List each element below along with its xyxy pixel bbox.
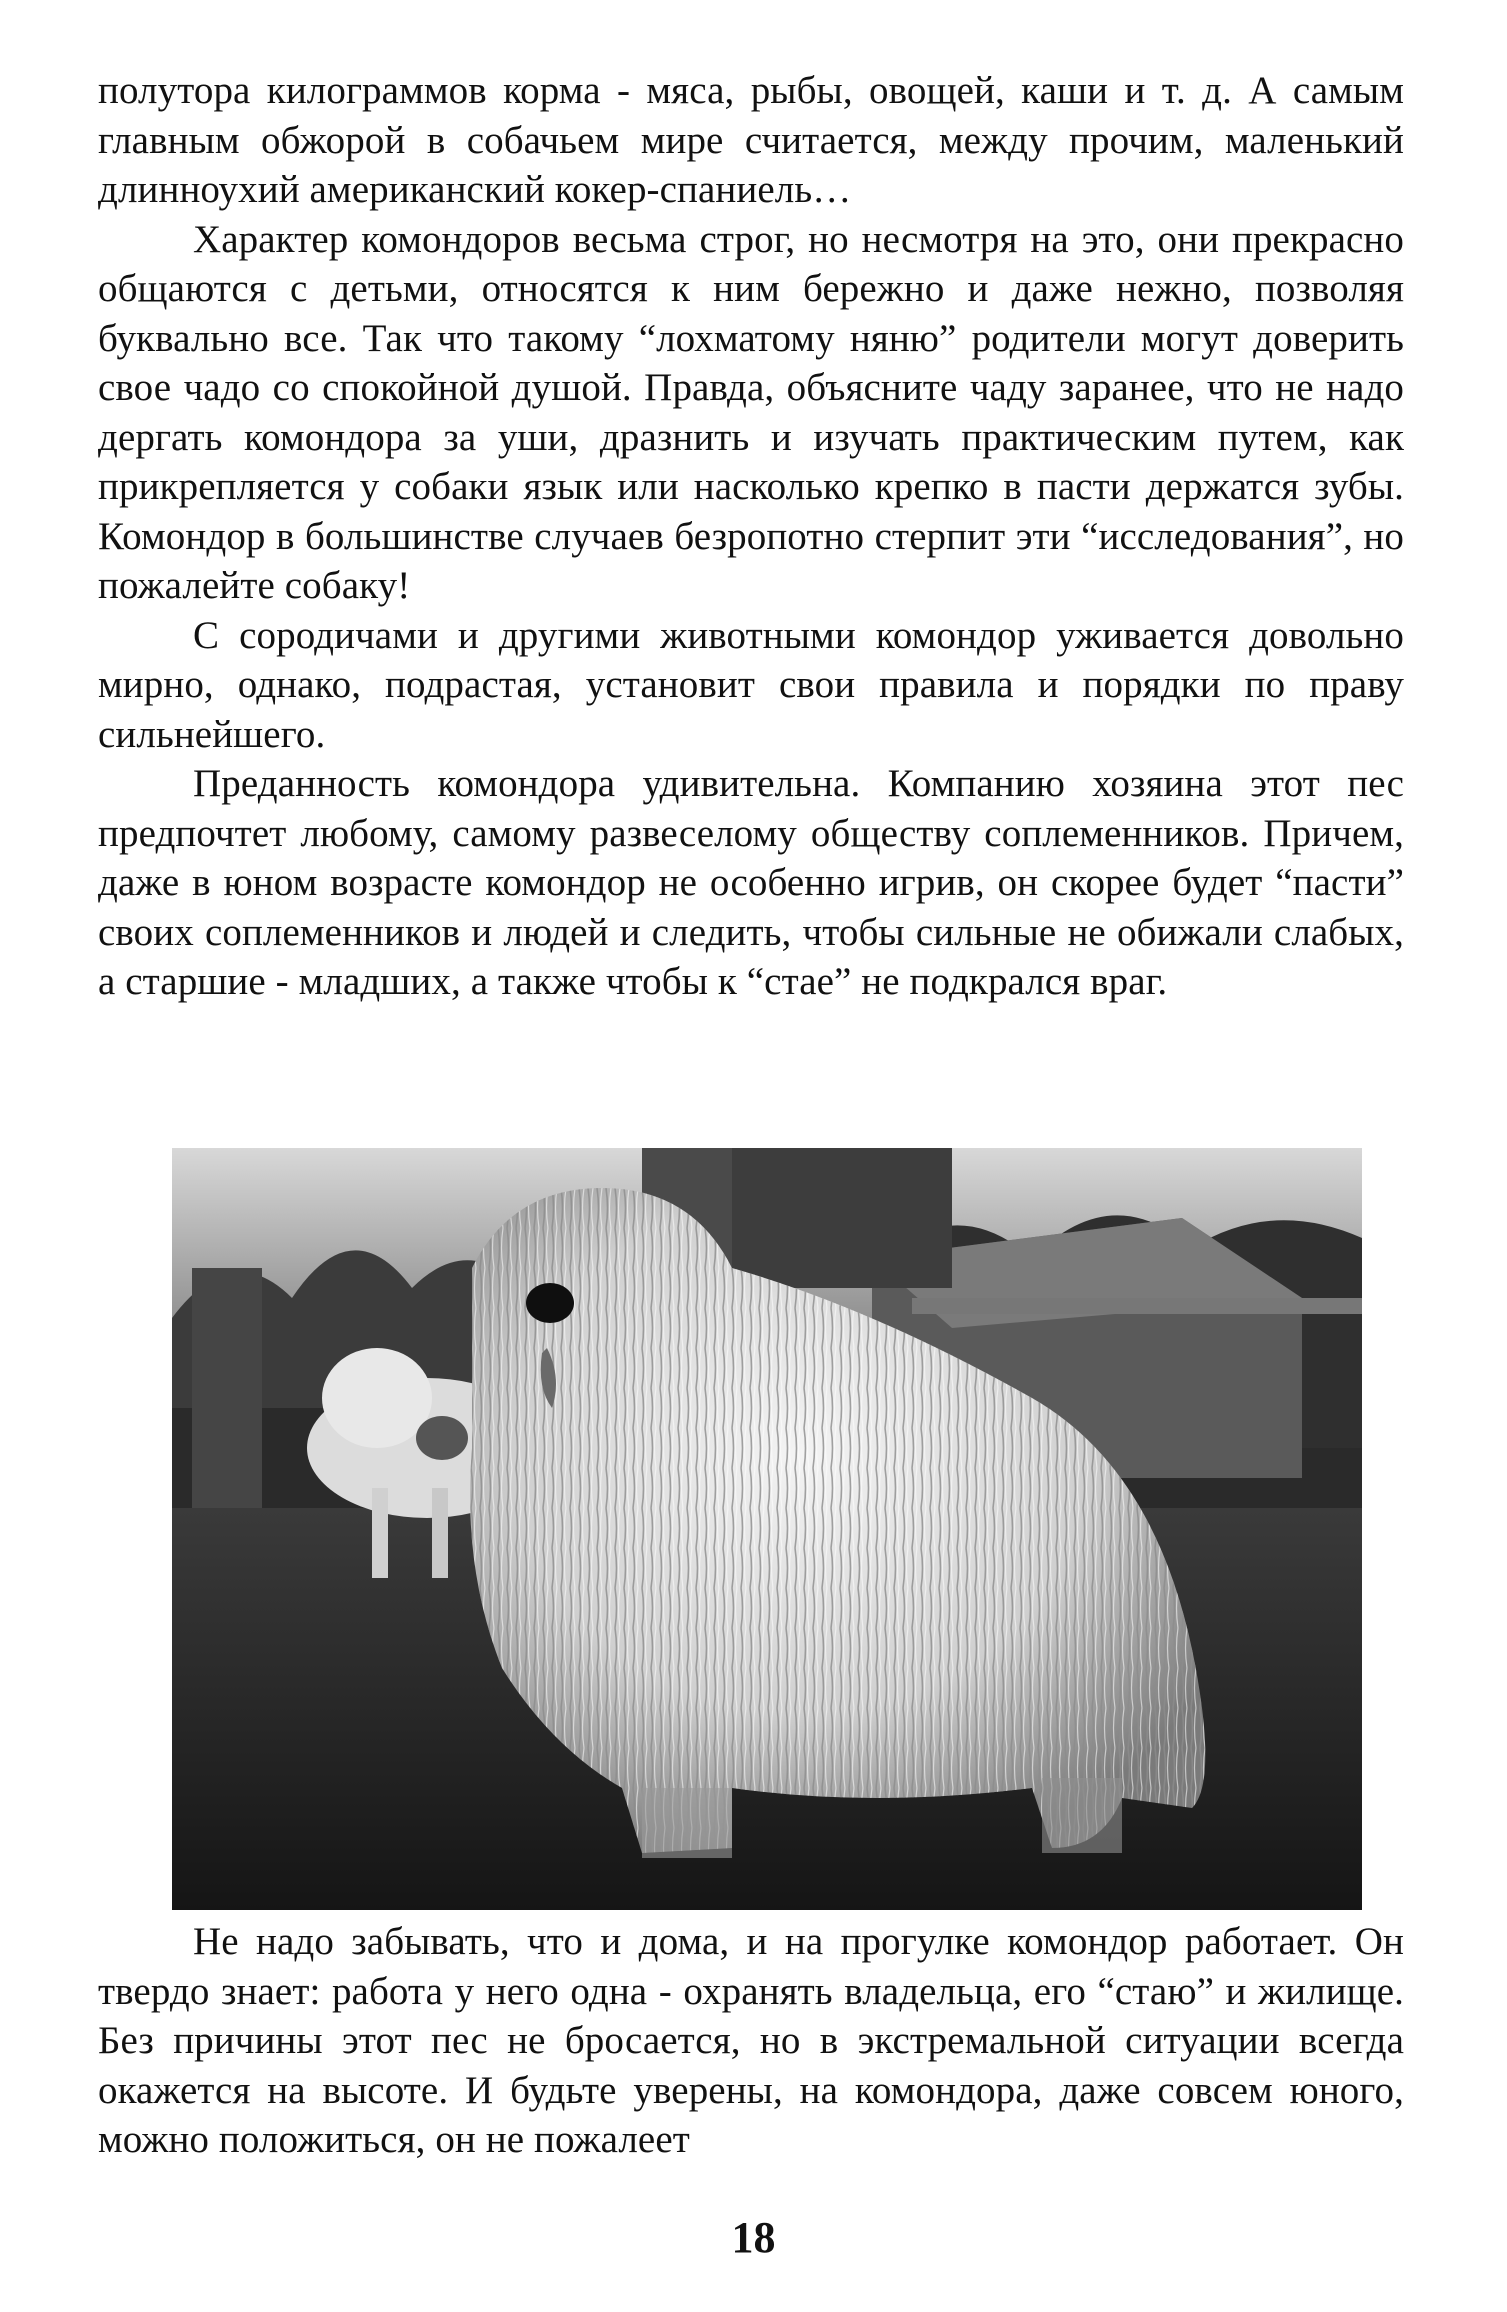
bottom-text-block <box>98 1917 1404 2165</box>
paragraph-character: Характер комондоров весьма строг, но несмотря на это, они прекрасно общаются с детьми, относятся к ним бережно и даже нежно, позволяя буквально все. Так что такому “лохматому няню” родители могут доверить свое чадо со спокойной душой. Правда, объясните чаду заранее, что не надо дергать комондора за уши, дразнить и изучать практическим путем, как прикрепляется у собаки язык или насколько крепко в пасти держатся зубы. Комондор в большинстве случаев безропотно стерпит эти “исследования”, но пожалейте собаку! <box>98 217 1404 607</box>
paragraph-work: Не надо забывать, что и дома, и на прогулке комондор работает. Он твердо знает: работа у него одна - охранять владельца, его “стаю” и жилище. Без причины этот пес не бросается, но в экстремальной ситуации всегда окажется на высоте. И будьте уверены, на комондора, даже совсем юного, можно положиться, он не пожалеет <box>98 1920 1404 2161</box>
paragraph-continuation: полутора килограммов корма - мяса, рыбы, овощей, каши и т. д. А самым главным обжорой в собачьем мире считается, между прочим, маленький длинноухий американский кокер-спаниель… <box>98 69 1404 211</box>
page-number: 18 <box>731 2213 776 2262</box>
top-text-block <box>98 66 1404 1007</box>
komondor-dog-photo-icon <box>172 1148 1362 1910</box>
paragraph-relatives: С сородичами и другими животными комондор уживается довольно мирно, однако, подрастая, установит свои правила и порядки по праву сильнейшего. <box>98 613 1404 756</box>
komondor-photo <box>172 1148 1362 1910</box>
paragraph-devotion: Преданность комондора удивительна. Компанию хозяина этот пес предпочтет любому, самому развеселому обществу соплеменников. Причем, даже в юном возрасте комондор не особенно игрив, он скорее будет “пасти” своих соплеменников и людей и следить, чтобы сильные не обижали слабых, а старшие - младших, а также чтобы к “стае” не подкрался враг. <box>98 762 1404 1003</box>
